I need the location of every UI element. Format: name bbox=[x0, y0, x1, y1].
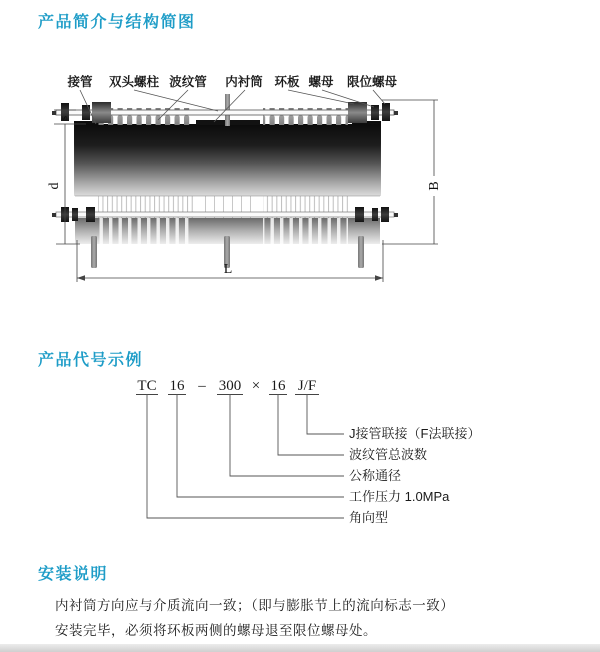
code-seg-waves: 16 bbox=[270, 378, 286, 394]
code-seg-pressure: 16 bbox=[169, 378, 185, 394]
dim-label-s: s bbox=[58, 115, 70, 121]
limit-nut-right bbox=[382, 103, 390, 121]
section-title-intro: 产品简介与结构简图 bbox=[38, 14, 196, 31]
code-seg-times: × bbox=[251, 378, 261, 394]
callout-connection: J接管联接（F法联接） bbox=[349, 426, 481, 441]
part-label-ring-plate: 环板 bbox=[274, 75, 300, 89]
code-seg-type: TC bbox=[137, 378, 157, 394]
code-seg-dash: – bbox=[198, 378, 206, 394]
nut-left bbox=[82, 105, 90, 120]
part-label-pipe: 接管 bbox=[67, 75, 93, 89]
part-label-liner: 内衬筒 bbox=[225, 75, 263, 89]
callout-connectors bbox=[130, 394, 360, 526]
section-title-code: 产品代号示例 bbox=[38, 352, 144, 369]
expansion-joint-drawing bbox=[30, 64, 490, 304]
dim-label-d: d bbox=[47, 182, 62, 190]
callout-wave-count: 波纹管总波数 bbox=[349, 447, 428, 462]
code-seg-diameter: 300 bbox=[218, 378, 242, 394]
part-label-stud: 双头螺柱 bbox=[108, 75, 160, 89]
code-seg-connection: J/F bbox=[295, 378, 319, 395]
page-edge bbox=[0, 644, 600, 652]
part-labels bbox=[66, 74, 397, 89]
install-line-2: 安装完毕，必须将环板两侧的螺母退至限位螺母处。 bbox=[55, 623, 377, 638]
callout-nominal-diameter: 公称通径 bbox=[349, 468, 402, 483]
structure-diagram bbox=[30, 64, 490, 304]
install-line-1: 内衬筒方向应与介质流向一致；（即与膨胀节上的流向标志一致） bbox=[55, 598, 455, 613]
dimension-B bbox=[382, 100, 442, 244]
dim-label-L: L bbox=[223, 262, 233, 277]
part-label-nut: 螺母 bbox=[308, 75, 334, 89]
ring-plate-left bbox=[92, 102, 111, 123]
callout-angular-type: 角向型 bbox=[349, 510, 389, 525]
section-title-install: 安装说明 bbox=[38, 566, 109, 583]
part-label-limit-nut: 限位螺母 bbox=[346, 75, 398, 89]
nut-right bbox=[371, 105, 379, 120]
ring-plate-right bbox=[348, 102, 367, 123]
bellows-body bbox=[74, 94, 381, 196]
callout-working-pressure: 工作压力 1.0MPa bbox=[349, 489, 450, 504]
part-label-bellows: 波纹管 bbox=[169, 75, 207, 89]
dim-label-B: B bbox=[427, 181, 442, 191]
